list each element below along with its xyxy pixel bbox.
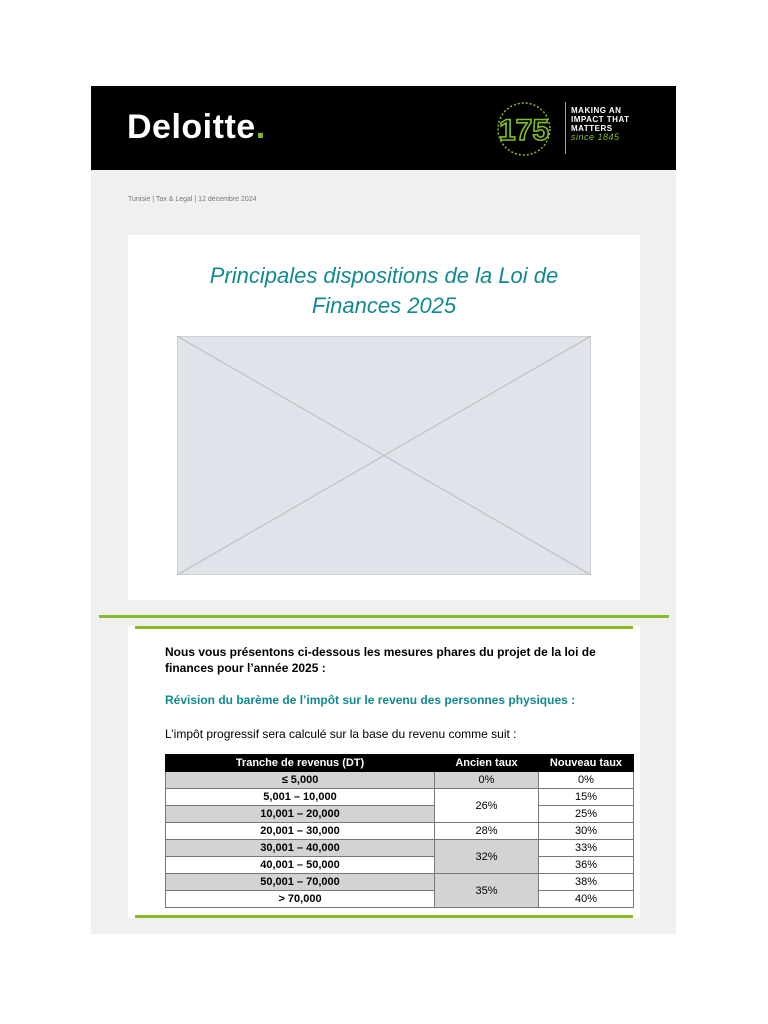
table-row [166, 772, 634, 789]
deloitte-logo[interactable]: Deloitte. [127, 108, 266, 146]
range-cell: 40,001 – 50,000 [166, 857, 435, 874]
content-bottom-rule [135, 915, 633, 918]
breadcrumb-date: Tunisie | Tax & Legal | 12 décembre 2024 [128, 196, 257, 203]
range-cell: > 70,000 [166, 891, 435, 908]
intro-text: Nous vous présentons ci-dessous les mesures phares du projet de la loi de finances pour l’année 2025 : [165, 645, 596, 675]
content-top-rule [135, 626, 633, 629]
header-banner [91, 86, 676, 170]
table-row [166, 874, 634, 891]
section-heading: Révision du barème de l’impôt sur le revenu des personnes physiques : [165, 693, 576, 707]
old-rate-cell: 32% [435, 840, 539, 874]
table-row [166, 823, 634, 840]
new-rate-cell: 40% [539, 891, 634, 908]
old-rate-cell: 0% [435, 772, 539, 789]
range-cell: 5,001 – 10,000 [166, 789, 435, 806]
new-rate-cell: 30% [539, 823, 634, 840]
page-title: Principales dispositions de la Loi de Finances 2025 [209, 263, 559, 318]
svg-text:175: 175 [498, 114, 550, 147]
range-cell: 20,001 – 30,000 [166, 823, 435, 840]
old-rate-cell: 26% [435, 789, 539, 823]
table-header-row [166, 755, 634, 772]
tagline-divider [565, 102, 566, 154]
new-rate-cell: 25% [539, 806, 634, 823]
new-rate-cell: 38% [539, 874, 634, 891]
new-rate-cell: 36% [539, 857, 634, 874]
tagline: MAKING AN IMPACT THAT MATTERS since 1845 [571, 106, 630, 142]
table-row [166, 891, 634, 908]
new-rate-cell: 15% [539, 789, 634, 806]
range-cell: 10,001 – 20,000 [166, 806, 435, 823]
section-divider [99, 615, 669, 618]
old-rate-cell: 28% [435, 823, 539, 840]
column-header: Nouveau taux [539, 755, 634, 772]
title-card [128, 235, 640, 600]
newsletter-frame [91, 86, 676, 934]
content-section [128, 626, 640, 918]
new-rate-cell: 33% [539, 840, 634, 857]
hero-image [177, 336, 591, 575]
table-row [166, 789, 634, 806]
range-cell: ≤ 5,000 [166, 772, 435, 789]
new-rate-cell: 0% [539, 772, 634, 789]
range-cell: 30,001 – 40,000 [166, 840, 435, 857]
body-paragraph: L’impôt progressif sera calculé sur la base du revenu comme suit : [165, 727, 517, 741]
old-rate-cell: 35% [435, 874, 539, 908]
column-header: Ancien taux [435, 755, 539, 772]
anniversary-175-logo [493, 100, 555, 158]
table-row [166, 857, 634, 874]
range-cell: 50,001 – 70,000 [166, 874, 435, 891]
tax-rate-table [165, 754, 634, 908]
column-header: Tranche de revenus (DT) [166, 755, 435, 772]
table-row [166, 806, 634, 823]
table-row [166, 840, 634, 857]
